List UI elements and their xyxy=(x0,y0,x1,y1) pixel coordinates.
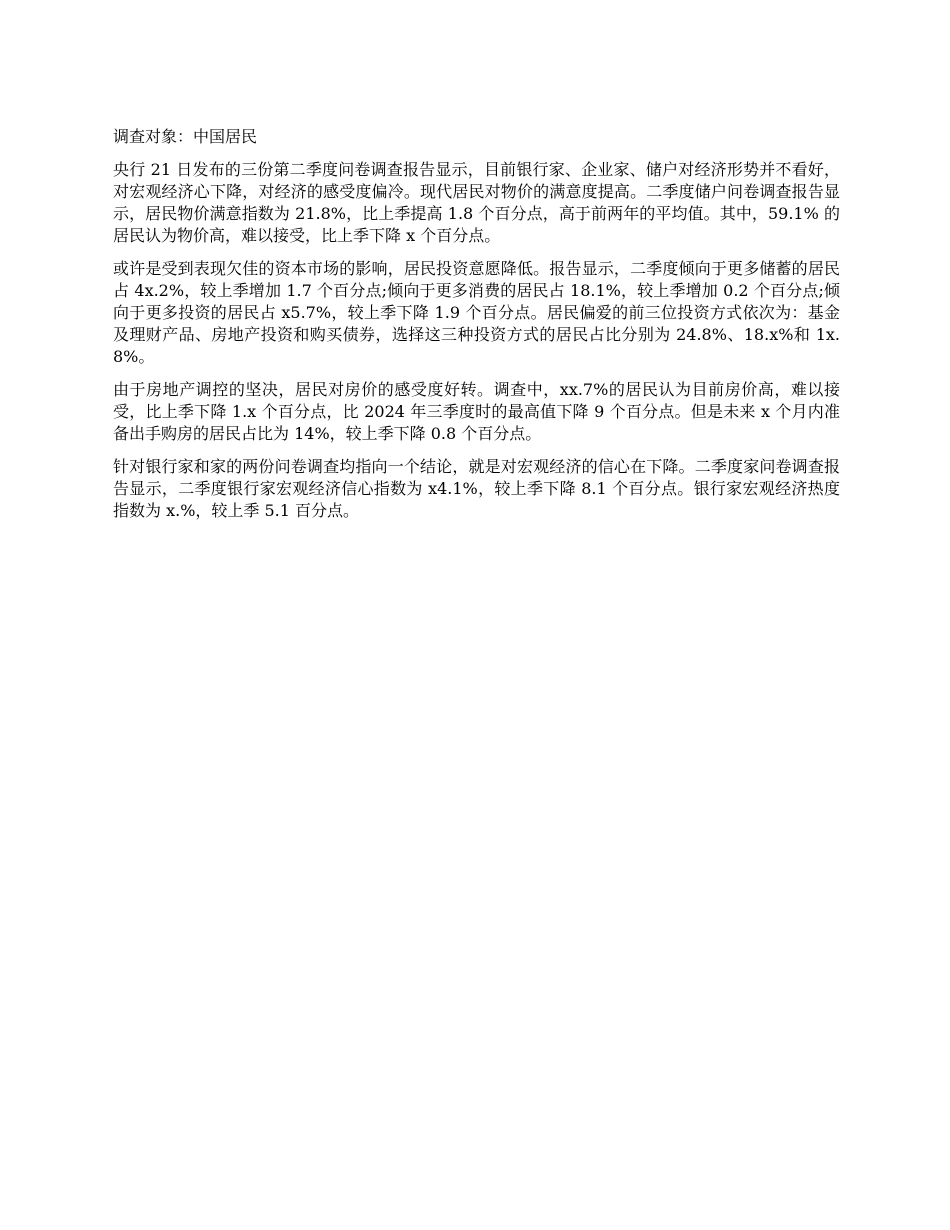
survey-subject-line: 调查对象：中国居民 xyxy=(113,127,258,146)
paragraph-housing-price: 由于房地产调控的坚决，居民对房价的感受度好转。调查中，xx.7%的居民认为目前房价高，难以接受，比上季下降 1.x 个百分点，比 2024 年三季度时的最高值下降 9 个百分点。但是未来 x 个月内准备出手购房的居民占比为 14%，较上季下降 0.8 个百分点。 xyxy=(113,380,840,443)
paragraph-banker-confidence: 针对银行家和家的两份问卷调查均指向一个结论，就是对宏观经济的信心在下降。二季度家问卷调查报告显示，二季度银行家宏观经济信心指数为 x4.1%，较上季下降 8.1 个百分点。银行家宏观经济热度指数为 x.%，较上季 5.1 百分点。 xyxy=(113,457,840,520)
document-body xyxy=(113,126,840,533)
paragraph-price-satisfaction: 央行 21 日发布的三份第二季度问卷调查报告显示，目前银行家、企业家、储户对经济形势并不看好，对宏观经济心下降，对经济的感受度偏冷。现代居民对物价的满意度提高。二季度储户问卷调查报告显示，居民物价满意指数为 21.8%，比上季提高 1.8 个百分点，高于前两年的平均值。其中，59.1% 的居民认为物价高，难以接受，比上季下降 x 个百分点。 xyxy=(113,160,840,245)
paragraph-investment-intent: 或许是受到表现欠佳的资本市场的影响，居民投资意愿降低。报告显示，二季度倾向于更多储蓄的居民占 4x.2%，较上季增加 1.7 个百分点;倾向于更多消费的居民占 18.1%，较上季增加 0.2 个百分点;倾向于更多投资的居民占 x5.7%，较上季下降 1.9 个百分点。居民偏爱的前三位投资方式依次为：基金及理财产品、房地产投资和购买债券，选择这三种投资方式的居民占比分别为 24.8%、18.x%和 1x.8%。 xyxy=(113,259,840,366)
